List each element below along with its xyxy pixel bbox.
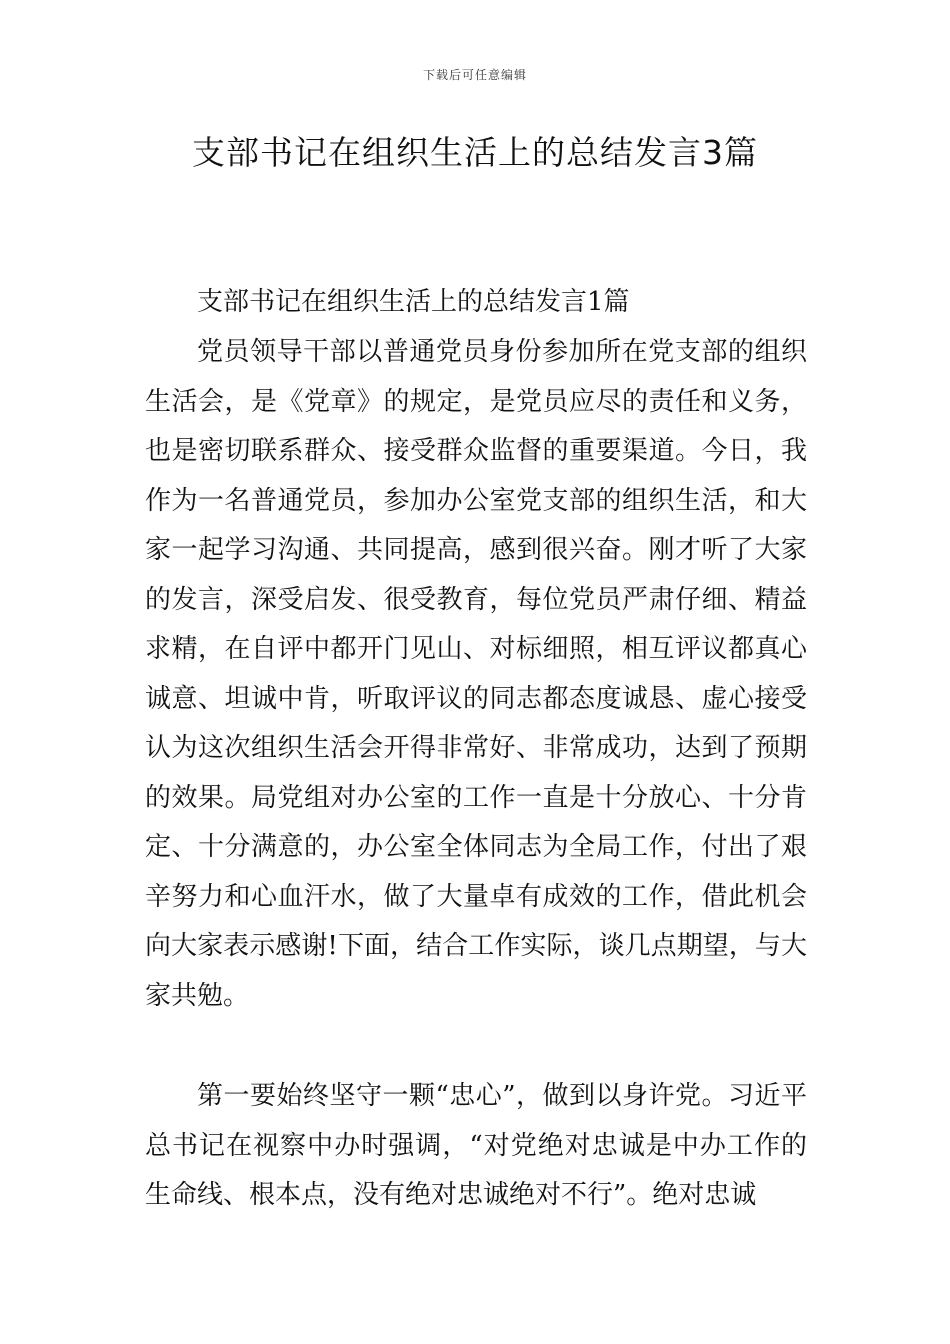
paragraph-block-1 — [145, 328, 807, 1021]
section-subheading: 支部书记在组织生活上的总结发言1篇 — [197, 287, 630, 317]
section-subheading-block — [145, 278, 807, 328]
document-title: 支部书记在组织生活上的总结发言3篇 — [192, 133, 758, 172]
header-note: 下载后可任意编辑 — [422, 68, 527, 82]
paragraph: 第一要始终坚守一颗“忠心”，做到以身许党。习近平总书记在视察中办时强调，“对党绝对忠诚是中办工作的生命线、根本点，没有绝对忠诚绝对不行”。绝对忠诚 — [145, 1081, 807, 1210]
paragraph-block-2 — [145, 1072, 807, 1221]
paragraph: 党员领导干部以普通党员身份参加所在党支部的组织生活会，是《党章》的规定，是党员应尽的责任和义务，也是密切联系群众、接受群众监督的重要渠道。今日，我作为一名普通党员，参加办公室党支部的组织生活，和大家一起学习沟通、共同提高，感到很兴奋。刚才听了大家的发言，深受启发、很受教育，每位党员严肃仔细、精益求精，在自评中都开门见山、对标细照，相互评议都真心诚意、坦诚中肯，听取评议的同志都态度诚恳、虚心接受认为这次组织生活会开得非常好、非常成功，达到了预期的效果。局党组对办公室的工作一直是十分放心、十分肯定、十分满意的，办公室全体同志为全局工作，付出了艰辛努力和心血汗水，做了大量卓有成效的工作，借此机会向大家表示感谢!下面，结合工作实际，谈几点期望，与大家共勉。 — [145, 337, 807, 1011]
